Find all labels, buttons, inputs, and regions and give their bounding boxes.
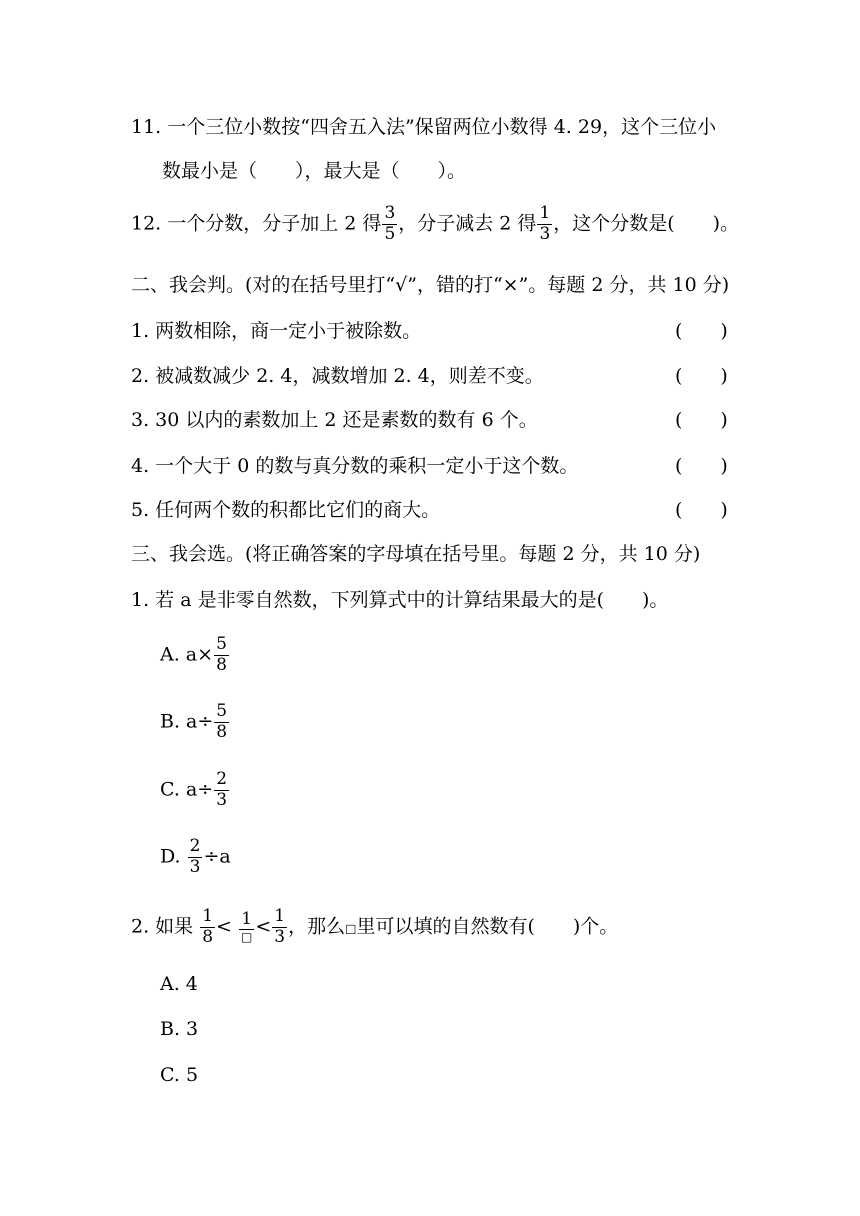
fraction-one-third [272,908,287,947]
fraction-one-over-box [239,908,254,945]
question-12 [131,205,739,244]
question-12-suffix: ，这个分数是( )。 [553,212,740,235]
fraction-denominator: 3 [539,223,551,244]
fraction [188,838,203,877]
option-b [160,703,230,742]
option-b: B. 3 [160,1018,199,1040]
option-d-suffix: ÷a [203,845,231,868]
fraction-numerator: 1 [202,906,214,926]
fraction-numerator: 1 [241,908,253,929]
option-a [160,636,230,675]
question-11-line-2: 数最小是（ ），最大是（ ）。 [162,160,467,182]
option-c-text: C. a÷ [160,778,214,801]
answer-paren: ( ) [675,499,728,521]
section-3-heading: 三、我会选。(将正确答案的字母填在括号里。每题 2 分，共 10 分) [131,543,701,565]
question-11-line-1: 11. 一个三位小数按“四舍五入法”保留两位小数得 4. 29，这个三位小 [131,116,717,138]
question-12-mid: ，分子减去 2 得 [398,212,537,235]
answer-paren: ( ) [675,365,728,387]
fraction-denominator-box: □ [241,930,253,945]
answer-paren: ( ) [675,455,728,477]
fraction-denominator: 8 [216,721,228,742]
fraction-denominator: 3 [189,856,201,877]
fraction-numerator: 3 [384,203,396,223]
option-b-text: B. a÷ [160,710,214,733]
option-c: C. 5 [160,1064,199,1086]
fraction-denominator: 8 [202,926,214,947]
fraction-numerator: 1 [274,906,286,926]
fraction-numerator: 5 [216,634,227,654]
judge-item-5: 5. 任何两个数的积都比它们的商大。 [131,499,441,521]
option-d-text: D. [160,845,187,868]
answer-paren: ( ) [675,320,728,342]
fraction [214,771,229,810]
choice-question-1-stem: 1. 若 a 是非零自然数，下列算式中的计算结果最大的是( )。 [131,589,669,611]
judge-item-2: 2. 被减数减少 2. 4，减数增加 2. 4，则差不变。 [131,365,544,387]
less-than-sign: < [255,915,272,938]
judge-item-4: 4. 一个大于 0 的数与真分数的乘积一定小于这个数。 [131,455,579,477]
option-a-text: A. a× [160,643,214,666]
answer-paren: ( ) [675,409,728,431]
fraction-numerator: 2 [189,836,201,856]
question-2-suffix-a: ，那么 [288,915,346,938]
fraction-one-eighth [200,908,215,947]
box-symbol: □ [345,921,357,936]
choice-question-2-stem [131,908,618,947]
fraction [214,636,229,675]
option-a: A. 4 [160,973,198,995]
fraction-three-fifths [382,205,397,244]
question-2-suffix-b: 里可以填的自然数有( )个。 [356,915,619,938]
fraction [214,703,229,742]
option-d [160,838,231,877]
section-2-heading: 二、我会判。(对的在括号里打“√”，错的打“×”。每题 2 分，共 10 分) [131,274,730,296]
less-than-sign: < [216,915,232,938]
fraction-numerator: 5 [216,701,228,721]
fraction-one-third [537,205,552,244]
fraction-denominator: 3 [274,926,286,947]
fraction-denominator: 5 [384,223,396,244]
option-c [160,771,230,810]
judge-item-1: 1. 两数相除，商一定小于被除数。 [131,320,422,342]
fraction-denominator: 8 [216,654,227,675]
fraction-denominator: 3 [216,789,228,810]
question-2-prefix: 2. 如果 [131,915,194,938]
fraction-numerator: 1 [539,203,551,223]
judge-item-3: 3. 30 以内的素数加上 2 还是素数的数有 6 个。 [131,409,538,431]
question-12-prefix: 12. 一个分数，分子加上 2 得 [131,212,382,235]
fraction-numerator: 2 [216,769,228,789]
